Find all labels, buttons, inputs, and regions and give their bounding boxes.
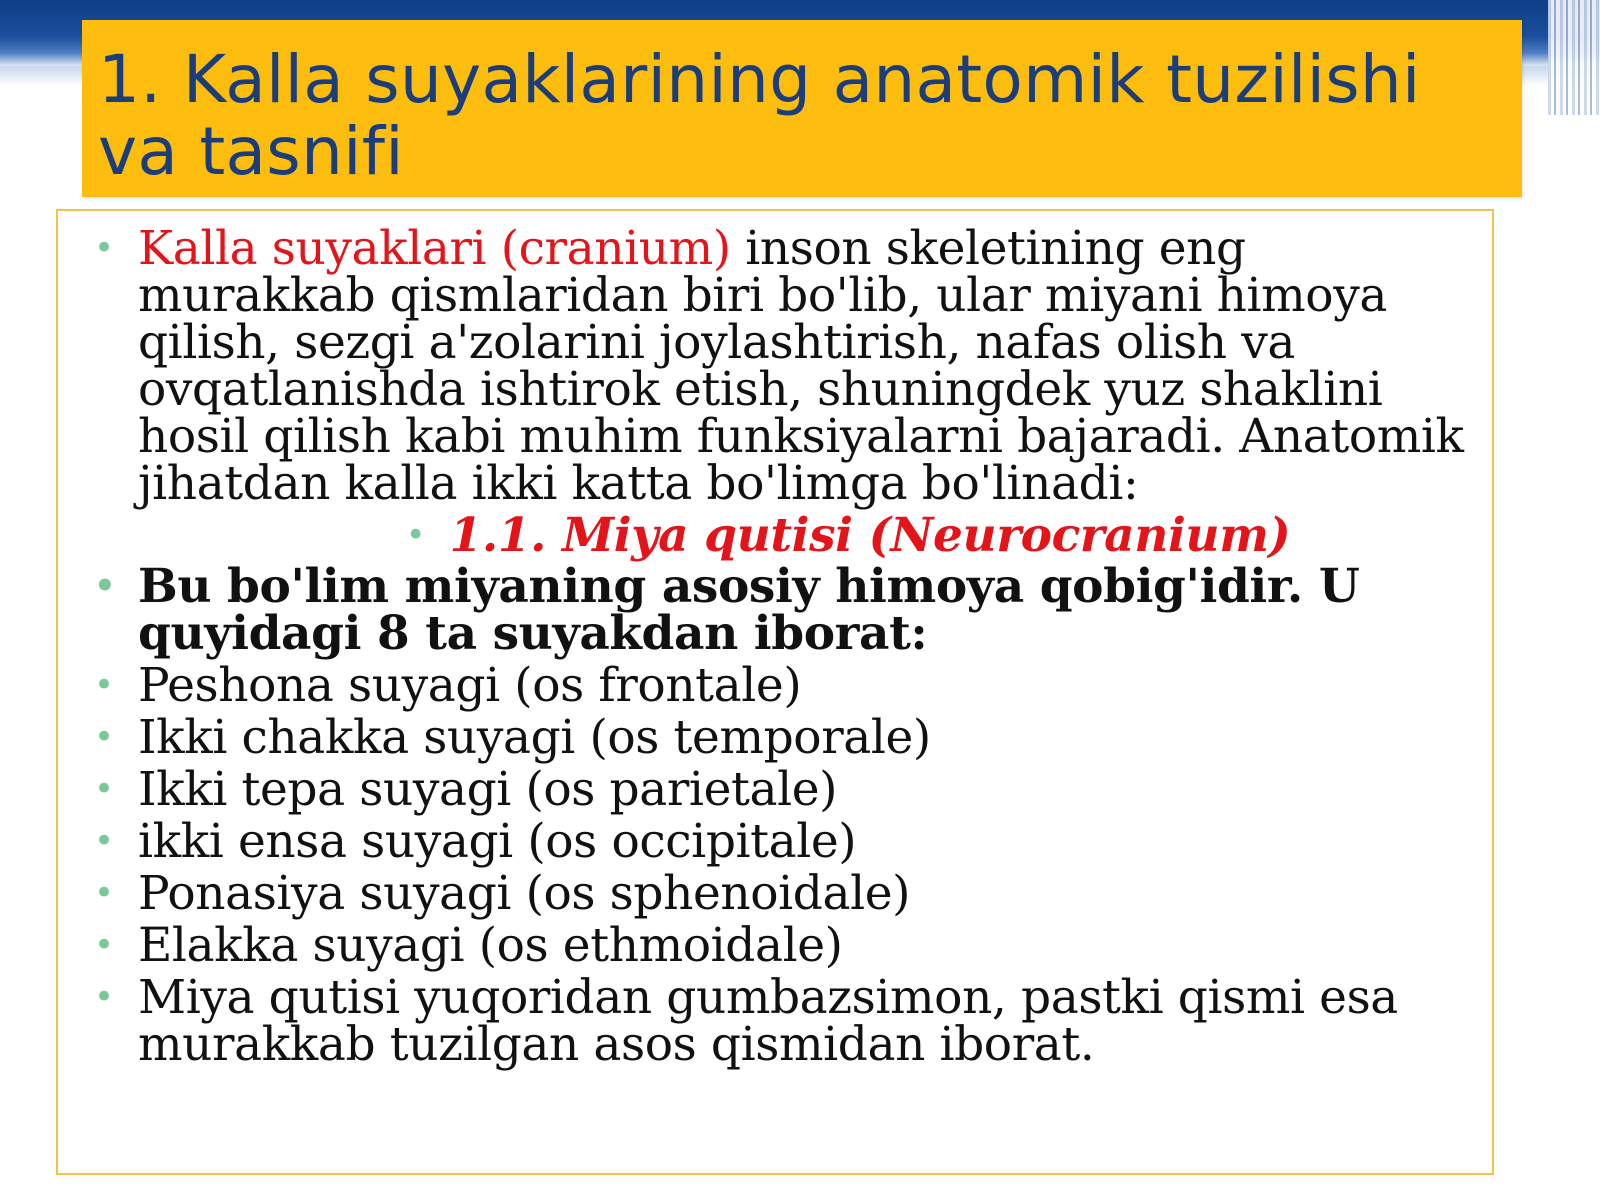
list-item-bone xyxy=(58,762,1492,817)
bone-label: Ikki tepa suyagi (os parietale) xyxy=(138,762,838,817)
bullet-icon: • xyxy=(94,821,114,861)
closing-text: Miya qutisi yuqoridan gumbazsimon, pastki qismi esa murakkab tuzilgan asos qismidan iborat. xyxy=(138,970,1398,1072)
bold-statement: Bu bo'lim miyaning asosiy himoya qobig'idir. U quyidagi 8 ta suyakdan iborat: xyxy=(138,559,1360,661)
bullet-icon: • xyxy=(94,977,114,1017)
list-item-intro xyxy=(58,221,1492,511)
list-item-bone xyxy=(58,658,1492,713)
content-box xyxy=(56,209,1494,1175)
slide-title: 1. Kalla suyaklarining anatomik tuzilishi va tasnifi xyxy=(98,41,1421,190)
decorative-stripes xyxy=(1548,0,1600,115)
cranium-highlight: Kalla suyaklari (cranium) xyxy=(138,221,731,276)
bullet-icon: • xyxy=(405,515,426,555)
bullet-icon: • xyxy=(94,228,114,268)
bone-label: ikki ensa suyagi (os occipitale) xyxy=(138,814,857,869)
bullet-icon: • xyxy=(94,665,114,705)
bullet-icon: • xyxy=(94,717,114,757)
bullet-icon: • xyxy=(94,566,116,606)
list-item-bone xyxy=(58,918,1492,973)
list-item-closing xyxy=(58,970,1492,1072)
subheading: 1.1. Miya qutisi (Neurocranium) xyxy=(449,508,1291,563)
bone-label: Peshona suyagi (os frontale) xyxy=(138,658,802,713)
list-item-bone xyxy=(58,710,1492,765)
list-item-bone xyxy=(58,866,1492,921)
intro-text: inson skeletining eng murakkab qismlaridan biri bo'lib, ular miyani himoya qilish, sezgi a'zolarini joylashtirish, nafas olish va ovqatlanishda ishtirok etish, shuningdek yuz shaklini hosil qilish kabi muhim funksiyalarni bajaradi. Anatomik jihatdan kalla ikki katta bo'limga bo'linadi: xyxy=(138,221,1464,511)
bullet-list xyxy=(58,221,1492,1073)
bullet-icon: • xyxy=(94,925,114,965)
title-box xyxy=(82,20,1522,197)
bullet-icon: • xyxy=(94,769,114,809)
list-item-subheading xyxy=(58,508,1492,563)
list-item-bone xyxy=(58,814,1492,869)
bone-label: Elakka suyagi (os ethmoidale) xyxy=(138,918,843,973)
list-item-bold-statement xyxy=(58,559,1492,661)
bone-label: Ikki chakka suyagi (os temporale) xyxy=(138,710,931,765)
bullet-icon: • xyxy=(94,873,114,913)
bone-label: Ponasiya suyagi (os sphenoidale) xyxy=(138,866,911,921)
